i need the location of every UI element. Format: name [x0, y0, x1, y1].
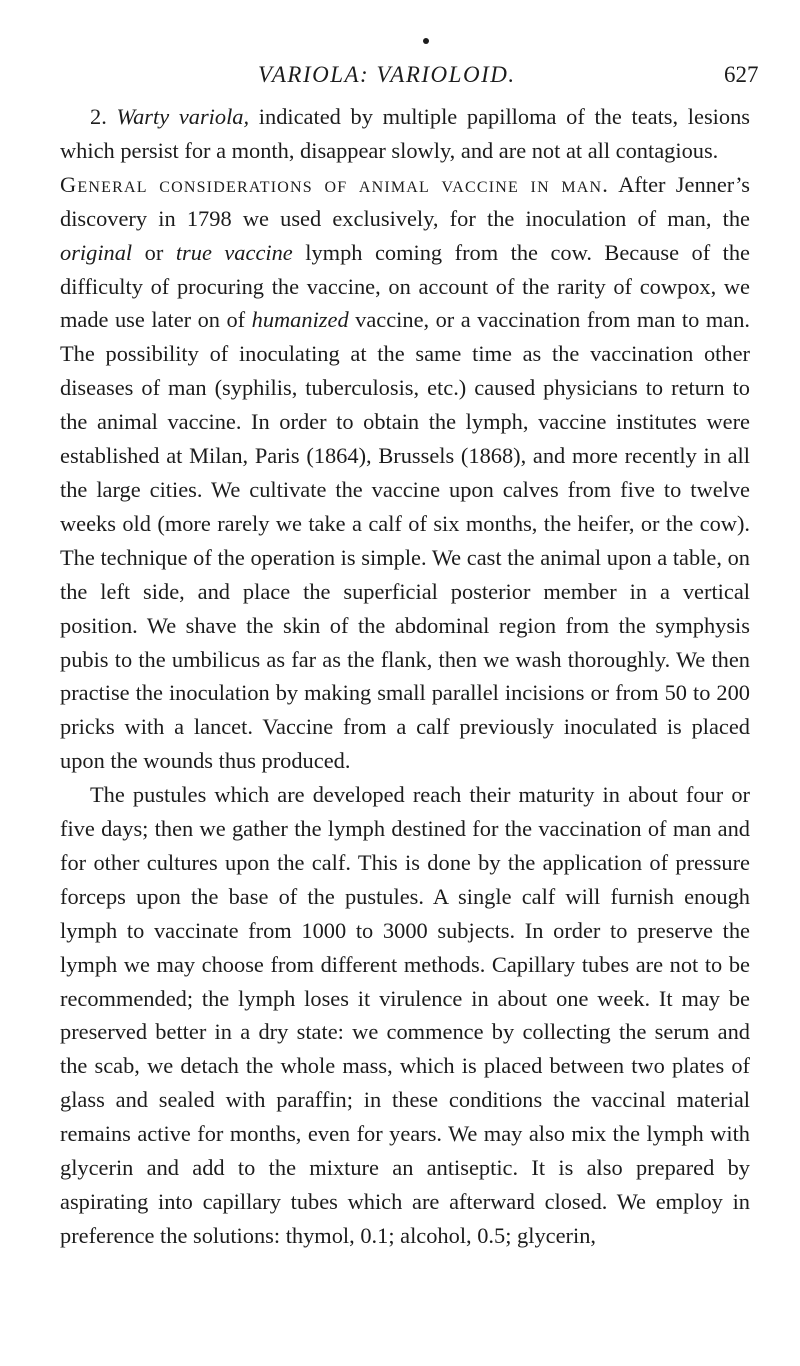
emphasis-true-vaccine: true vaccine: [175, 239, 293, 265]
paragraph-text: indicated by multiple papilloma of the teats, lesions which persist for a month, disappear slowly, and are not at all contagious.: [60, 104, 750, 163]
paragraph-warty-variola: [60, 100, 750, 168]
paragraph-text: The pustules which are developed reach their maturity in about four or five days; then we gather the lymph destined for the vaccination of man and for other cultures upon the calf. This is done by the application of pressure forceps upon the base of the pustules. A single calf will furnish enough lymph to vaccinate from 1000 to 3000 subjects. In order to preserve the lymph we may choose from different methods. Capillary tubes are not to be recommended; the lymph loses it virulence in about one week. It may be preserved better in a dry state: we commence by collecting the serum and the scab, we detach the whole mass, which is placed between two plates of glass and sealed with paraffin; in these conditions the vaccinal material remains active for months, even for years. We may also mix the lymph with glycerin and add to the mixture an antiseptic. It is also prepared by aspirating into capillary tubes which are afterward closed. We employ in preference the solutions: thymol, 0.1; alcohol, 0.5; glycerin,: [60, 782, 750, 1248]
body-text: [60, 100, 750, 1253]
list-number: 2.: [90, 104, 117, 129]
paragraph-text: After Jenner’s discovery in 1798 we used exclusively, for the inoculation of man, the: [60, 171, 750, 231]
emphasis-original: original: [60, 239, 133, 265]
paragraph-general-considerations: [60, 168, 750, 778]
page-number: 627: [724, 62, 759, 87]
section-heading: General considerations of animal vaccine in man.: [60, 171, 610, 197]
running-head: VARIOLA: VARIOLOID.: [258, 62, 516, 87]
paragraph-text: lymph coming from the cow. Because of the difficulty of procuring the vaccine, on account of the rarity of cowpox, we made use later on of: [60, 239, 750, 333]
emphasis-humanized: humanized: [251, 307, 349, 333]
term-warty-variola: Warty variola,: [116, 104, 250, 129]
paragraph-pustules: [60, 778, 750, 1253]
page-header: [0, 62, 800, 92]
paragraph-text: vaccine, or a vaccination from man to man. The possibility of inoculating at the same time as the vaccination other diseases of man (syphilis, tuberculosis, etc.) caused physicians to return to the animal vaccine. In order to obtain the lymph, vaccine institutes were established at Milan, Paris (1864), Brussels (1868), and more recently in all the large cities. We cultivate the vaccine upon calves from five to twelve weeks old (more rarely we take a calf of six months, the heifer, or the cow). The technique of the operation is simple. We cast the animal upon a table, on the left side, and place the superficial posterior member in a vertical position. We shave the skin of the abdominal region from the symphysis pubis to the umbilicus as far as the flank, then we wash thoroughly. We then practise the inoculation by making small parallel incisions or from 50 to 200 pricks with a lancet. Vaccine from a calf previously inoculated is placed upon the wounds thus produced.: [60, 307, 750, 774]
paragraph-text: or: [132, 239, 176, 265]
ink-dot-mark: [423, 38, 429, 44]
